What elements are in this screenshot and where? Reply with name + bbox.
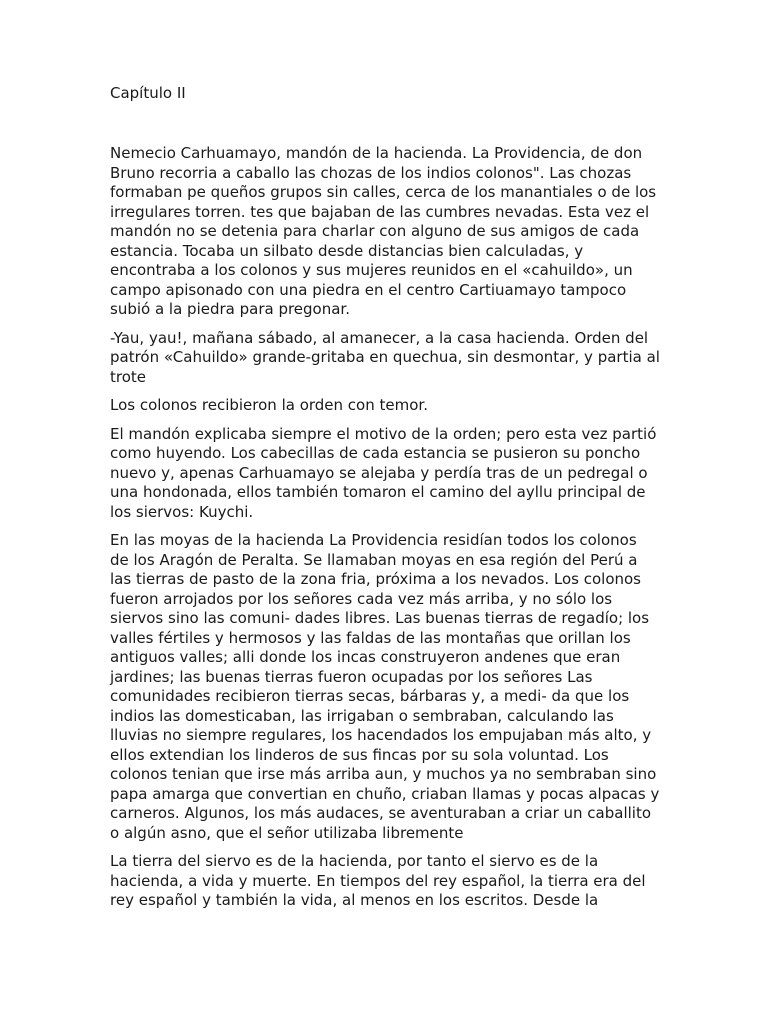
paragraph: Los colonos recibieron la orden con temor.: [110, 396, 428, 414]
paragraph: La tierra del siervo es de la hacienda, por tanto el siervo es de la hacienda, a vida y muerte. En tiempos del rey español, la tierra era del rey español y también la vida, al menos en los escritos. Desde la: [110, 852, 646, 909]
paragraph: -Yau, yau!, mañana sábado, al amanecer, a la casa hacienda. Orden del patrón «Cahuildo» grande-gritaba en quechua, sin desmontar, y partia al trote: [110, 328, 660, 386]
paragraph: El mandón explicaba siempre el motivo de la orden; pero esta vez partió como huyendo. Los cabecillas de cada estancia se pusieron su poncho nuevo y, apenas Carhuamayo se alejaba y perdía tras de un pedregal o una hondonada, ellos también tomaron el camino del ayllu principal de los siervos: Kuychi.: [110, 424, 657, 521]
document-body: [110, 144, 660, 920]
chapter-title: Capítulo II: [110, 84, 186, 102]
paragraph: En las moyas de la hacienda La Providencia residían todos los colonos de los Aragón de Peralta. Se llamaban moyas en esa región del Perú a las tierras de pasto de la zona fria, próxima a los nevados. Los colonos fueron arrojados por los señores cada vez más arriba, y no sólo los siervos sino las comuni- dades libres. Las buenas tierras de regadío; los valles fértiles y hermosos y las faldas de las montañas que orillan los antiguos valles; alli donde los incas construyeron andenes que eran jardines; las buenas tierras fueron ocupadas por los señores Las comunidades recibieron tierras secas, bárbaras y, a medi- da que los indios las domesticaban, las irrigaban o sembraban, calculando las lluvias no siempre regulares, los hacendados los empujaban más alto, y ellos extendian los linderos de sus fincas por su sola voluntad. Los colonos tenian que irse más arriba aun, y muchos ya no sembraban sino papa amarga que convertian en chuño, criaban llamas y pocas alpacas y carneros. Algunos, los más audaces, se aventuraban a criar un caballito o algún asno, que el señor utilizaba libremente: [110, 531, 660, 842]
paragraph: Nemecio Carhuamayo, mandón de la hacienda. La Providencia, de don Bruno recorria a caballo las chozas de los indios colonos". Las chozas formaban pe queños grupos sin calles, cerca de los manantiales o de los irregulares torren. tes que bajaban de las cumbres nevadas. Esta vez el mandón no se detenia para charlar con alguno de sus amigos de cada estancia. Tocaba un silbato desde distancias bien calculadas, y encontraba a los colonos y sus mujeres reunidos en el «cahuildo», un campo apisonado con una piedra en el centro Cartiuamayo tampoco subió a la piedra para pregonar.: [110, 144, 657, 318]
